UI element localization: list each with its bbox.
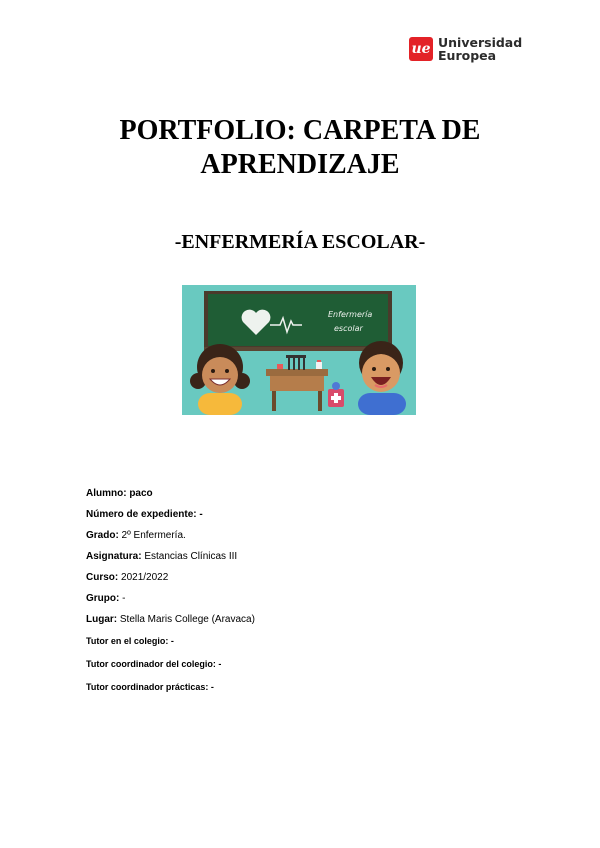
title-line-2: APRENDIZAJE — [200, 149, 400, 180]
info-row-lugar: Lugar: Stella Maris College (Aravaca) — [86, 614, 255, 625]
logo-mark-icon: ue — [409, 37, 433, 61]
document-subtitle: -ENFERMERÍA ESCOLAR- — [174, 231, 426, 253]
info-row-alumno: Alumno: paco — [86, 488, 153, 499]
student-info — [86, 488, 255, 704]
info-row-grupo: Grupo: - — [86, 593, 126, 604]
info-row-tutor-coordinador-practicas: Tutor coordinador prácticas: - — [86, 682, 214, 692]
info-row-tutor-coordinador-colegio: Tutor coordinador del colegio: - — [86, 659, 222, 669]
logo-text — [438, 36, 522, 62]
info-row-expediente: Número de expediente: - — [86, 509, 203, 520]
logo-line-2: Europea — [438, 48, 497, 63]
document-title — [0, 114, 600, 182]
board-text-line-2: escolar — [334, 324, 363, 333]
info-row-asignatura: Asignatura: Estancias Clínicas III — [86, 551, 238, 562]
info-row-tutor-colegio: Tutor en el colegio: - — [86, 636, 174, 646]
board-text-line-1: Enfermería — [328, 310, 373, 319]
school-nursing-illustration — [182, 285, 416, 415]
info-row-curso: Curso: 2021/2022 — [86, 572, 169, 583]
title-line-1: PORTFOLIO: CARPETA DE — [119, 115, 481, 146]
boy-character-icon — [358, 341, 406, 415]
university-logo — [409, 36, 522, 62]
logo-line-1: Universidad — [438, 35, 523, 50]
info-row-grado: Grado: 2º Enfermería. — [86, 530, 186, 541]
